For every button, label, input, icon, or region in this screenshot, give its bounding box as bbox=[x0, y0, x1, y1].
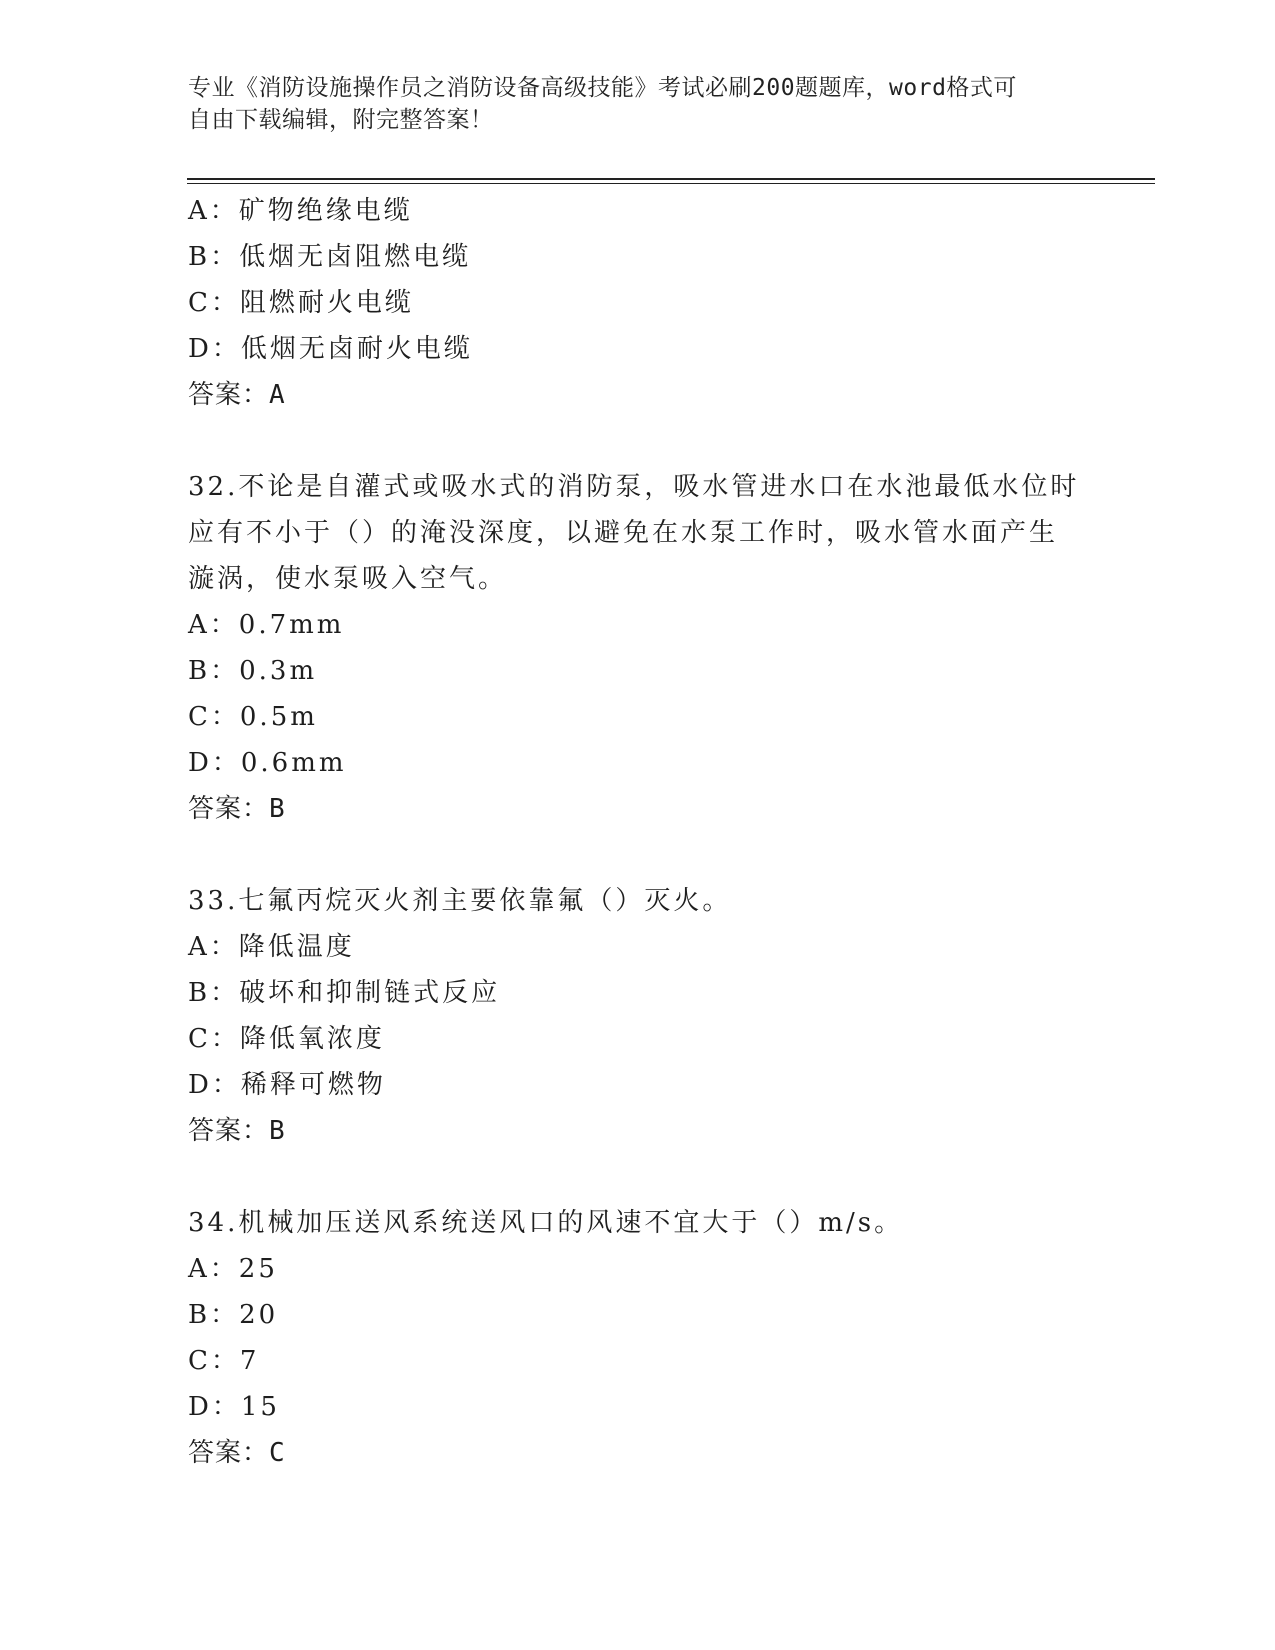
question-line: 32.不论是自灌式或吸水式的消防泵，吸水管进水口在水池最低水位时 bbox=[188, 472, 1080, 502]
option-a: A：0.7mm bbox=[188, 610, 345, 640]
option-c: C：降低氧浓度 bbox=[188, 1024, 385, 1054]
spacer bbox=[188, 1154, 1128, 1200]
header-rule-thin bbox=[187, 183, 1155, 184]
header-line-2: 自由下载编辑，附完整答案！ bbox=[188, 107, 494, 133]
question-32 bbox=[188, 464, 1128, 832]
question-line: 应有不小于（）的淹没深度，以避免在水泵工作时，吸水管水面产生 bbox=[188, 518, 1059, 548]
option-b: B：破坏和抑制链式反应 bbox=[188, 978, 501, 1008]
option-c: C：0.5m bbox=[188, 702, 318, 732]
option-b: B：低烟无卤阻燃电缆 bbox=[188, 242, 472, 272]
option-b: B：20 bbox=[188, 1300, 279, 1330]
option-b: B：0.3m bbox=[188, 656, 318, 686]
question-line: 34.机械加压送风系统送风口的风速不宜大于（）m/s。 bbox=[188, 1208, 904, 1238]
answer-text: 答案：B bbox=[188, 794, 286, 824]
answer-text: 答案：C bbox=[188, 1438, 286, 1468]
option-c: C：7 bbox=[188, 1346, 260, 1376]
question-text bbox=[188, 1200, 1128, 1246]
spacer bbox=[188, 418, 1128, 464]
option-c: C：阻燃耐火电缆 bbox=[188, 288, 414, 318]
question-line: 漩涡，使水泵吸入空气。 bbox=[188, 564, 508, 594]
question-text bbox=[188, 878, 1128, 924]
question-33 bbox=[188, 878, 1128, 1154]
question-34 bbox=[188, 1200, 1128, 1476]
question-31 bbox=[188, 188, 1128, 418]
header-line-1: 专业《消防设施操作员之消防设备高级技能》考试必刷200题题库，word格式可 bbox=[188, 75, 1017, 101]
option-a: A：25 bbox=[188, 1254, 278, 1284]
question-text bbox=[188, 464, 1128, 602]
question-line: 33.七氟丙烷灭火剂主要依靠氟（）灭火。 bbox=[188, 886, 732, 916]
spacer bbox=[188, 832, 1128, 878]
option-d: D：15 bbox=[188, 1392, 280, 1422]
question-list bbox=[188, 188, 1128, 1476]
document-header bbox=[188, 72, 1088, 136]
answer-text: 答案：A bbox=[188, 380, 286, 410]
option-a: A：降低温度 bbox=[188, 932, 355, 962]
option-d: D：稀释可燃物 bbox=[188, 1070, 386, 1100]
option-d: D：0.6mm bbox=[188, 748, 347, 778]
option-d: D：低烟无卤耐火电缆 bbox=[188, 334, 473, 364]
answer-text: 答案：B bbox=[188, 1116, 286, 1146]
header-rule-thick bbox=[187, 178, 1155, 180]
option-a: A：矿物绝缘电缆 bbox=[188, 196, 413, 226]
